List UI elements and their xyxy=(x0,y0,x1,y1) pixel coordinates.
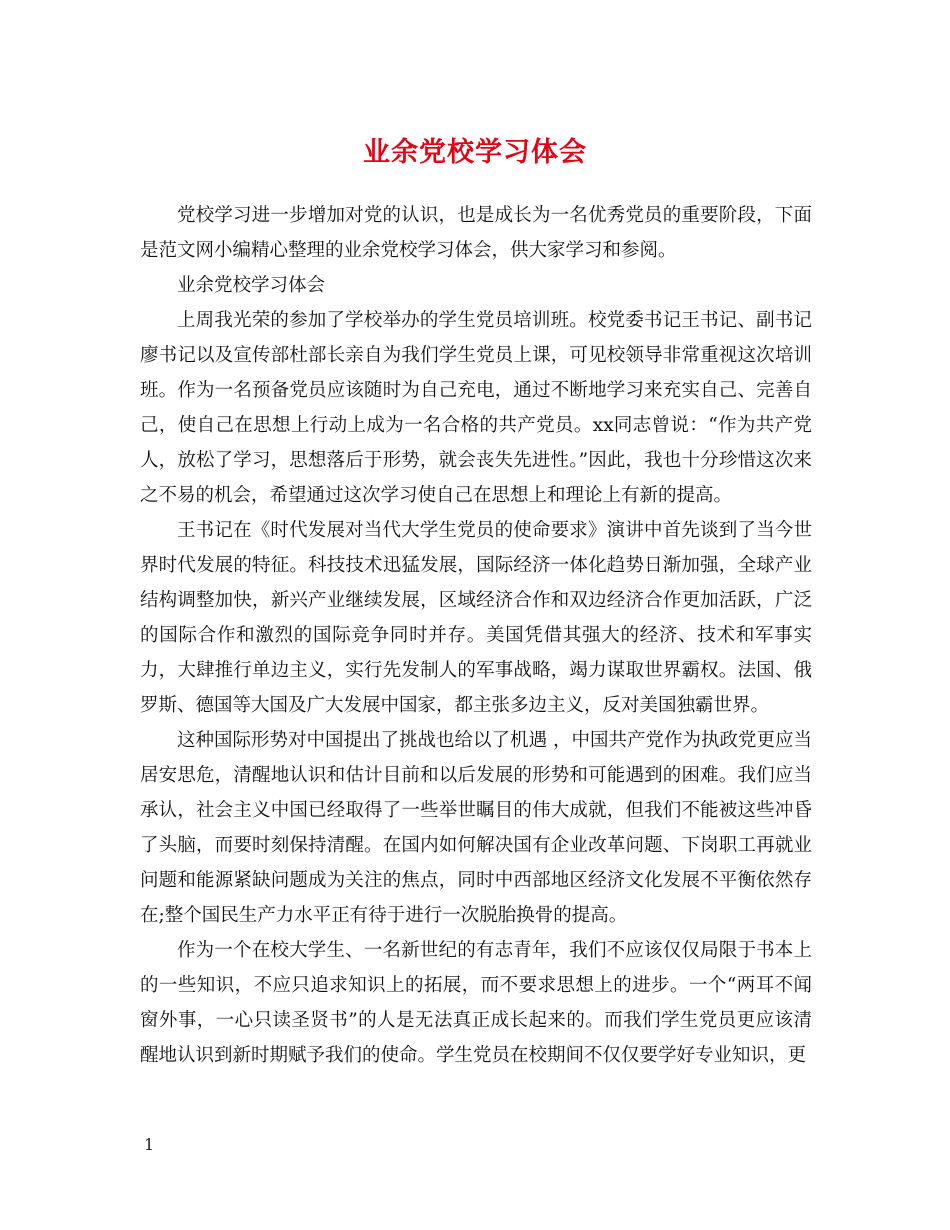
section-heading: 业余党校学习体会 xyxy=(177,275,326,296)
page-number: 1 xyxy=(144,1135,155,1154)
document-body xyxy=(140,198,812,1073)
intro-paragraph: 党校学习进一步增加对党的认识，也是成长为一名优秀党员的重要阶段，下面是范文网小编精心整理的业余党校学习体会，供大家学习和参阅。 xyxy=(140,205,812,261)
body-paragraph: 这种国际形势对中国提出了挑战也给以了机遇 ，中国共产党作为执政党更应当居安思危，清醒地认识和估计目前和以后发展的形势和可能遇到的困难。我们应当承认，社会主义中国已经取得了一些举世瞩目的伟大成就，但我们不能被这些冲昏了头脑，而要时刻保持清醒。在国内如何解决国有企业改革问题、下岗职工再就业问题和能源紧缺问题成为关注的焦点，同时中西部地区经济文化发展不平衡依然存在;整个国民生产力水平正有待于进行一次脱胎换骨的提高。 xyxy=(140,730,812,926)
body-paragraph: 作为一个在校大学生、一名新世纪的有志青年，我们不应该仅仅局限于书本上的一些知识，不应只追求知识上的拓展，而不要求思想上的进步。一个“两耳不闻窗外事，一心只读圣贤书”的人是无法真正成长起来的。而我们学生党员更应该清醒地认识到新时期赋予我们的使命。学生党员在校期间不仅仅要学好专业知识，更 xyxy=(140,940,812,1066)
body-paragraph: 王书记在《时代发展对当代大学生党员的使命要求》演讲中首先谈到了当今世界时代发展的特征。科技技术迅猛发展，国际经济一体化趋势日渐加强，全球产业结构调整加快，新兴产业继续发展，区域经济合作和双边经济合作更加活跃，广泛的国际合作和激烈的国际竞争同时并存。美国凭借其强大的经济、技术和军事实力，大肆推行单边主义，实行先发制人的军事战略，竭力谋取世界霸权。法国、俄罗斯、德国等大国及广大发展中国家，都主张多边主义，反对美国独霸世界。 xyxy=(140,520,812,716)
document-title: 业余党校学习体会 xyxy=(363,137,587,168)
body-paragraph: 上周我光荣的参加了学校举办的学生党员培训班。校党委书记王书记、副书记廖书记以及宣传部杜部长亲自为我们学生党员上课，可见校领导非常重视这次培训班。作为一名预备党员应该随时为自己充电，通过不断地学习来充实自己、完善自己，使自己在思想上行动上成为一名合格的共产党员。xx同志曾说：“作为共产党人，放松了学习，思想落后于形势，就会丧失先进性。”因此，我也十分珍惜这次来之不易的机会，希望通过这次学习使自己在思想上和理论上有新的提高。 xyxy=(140,310,812,506)
